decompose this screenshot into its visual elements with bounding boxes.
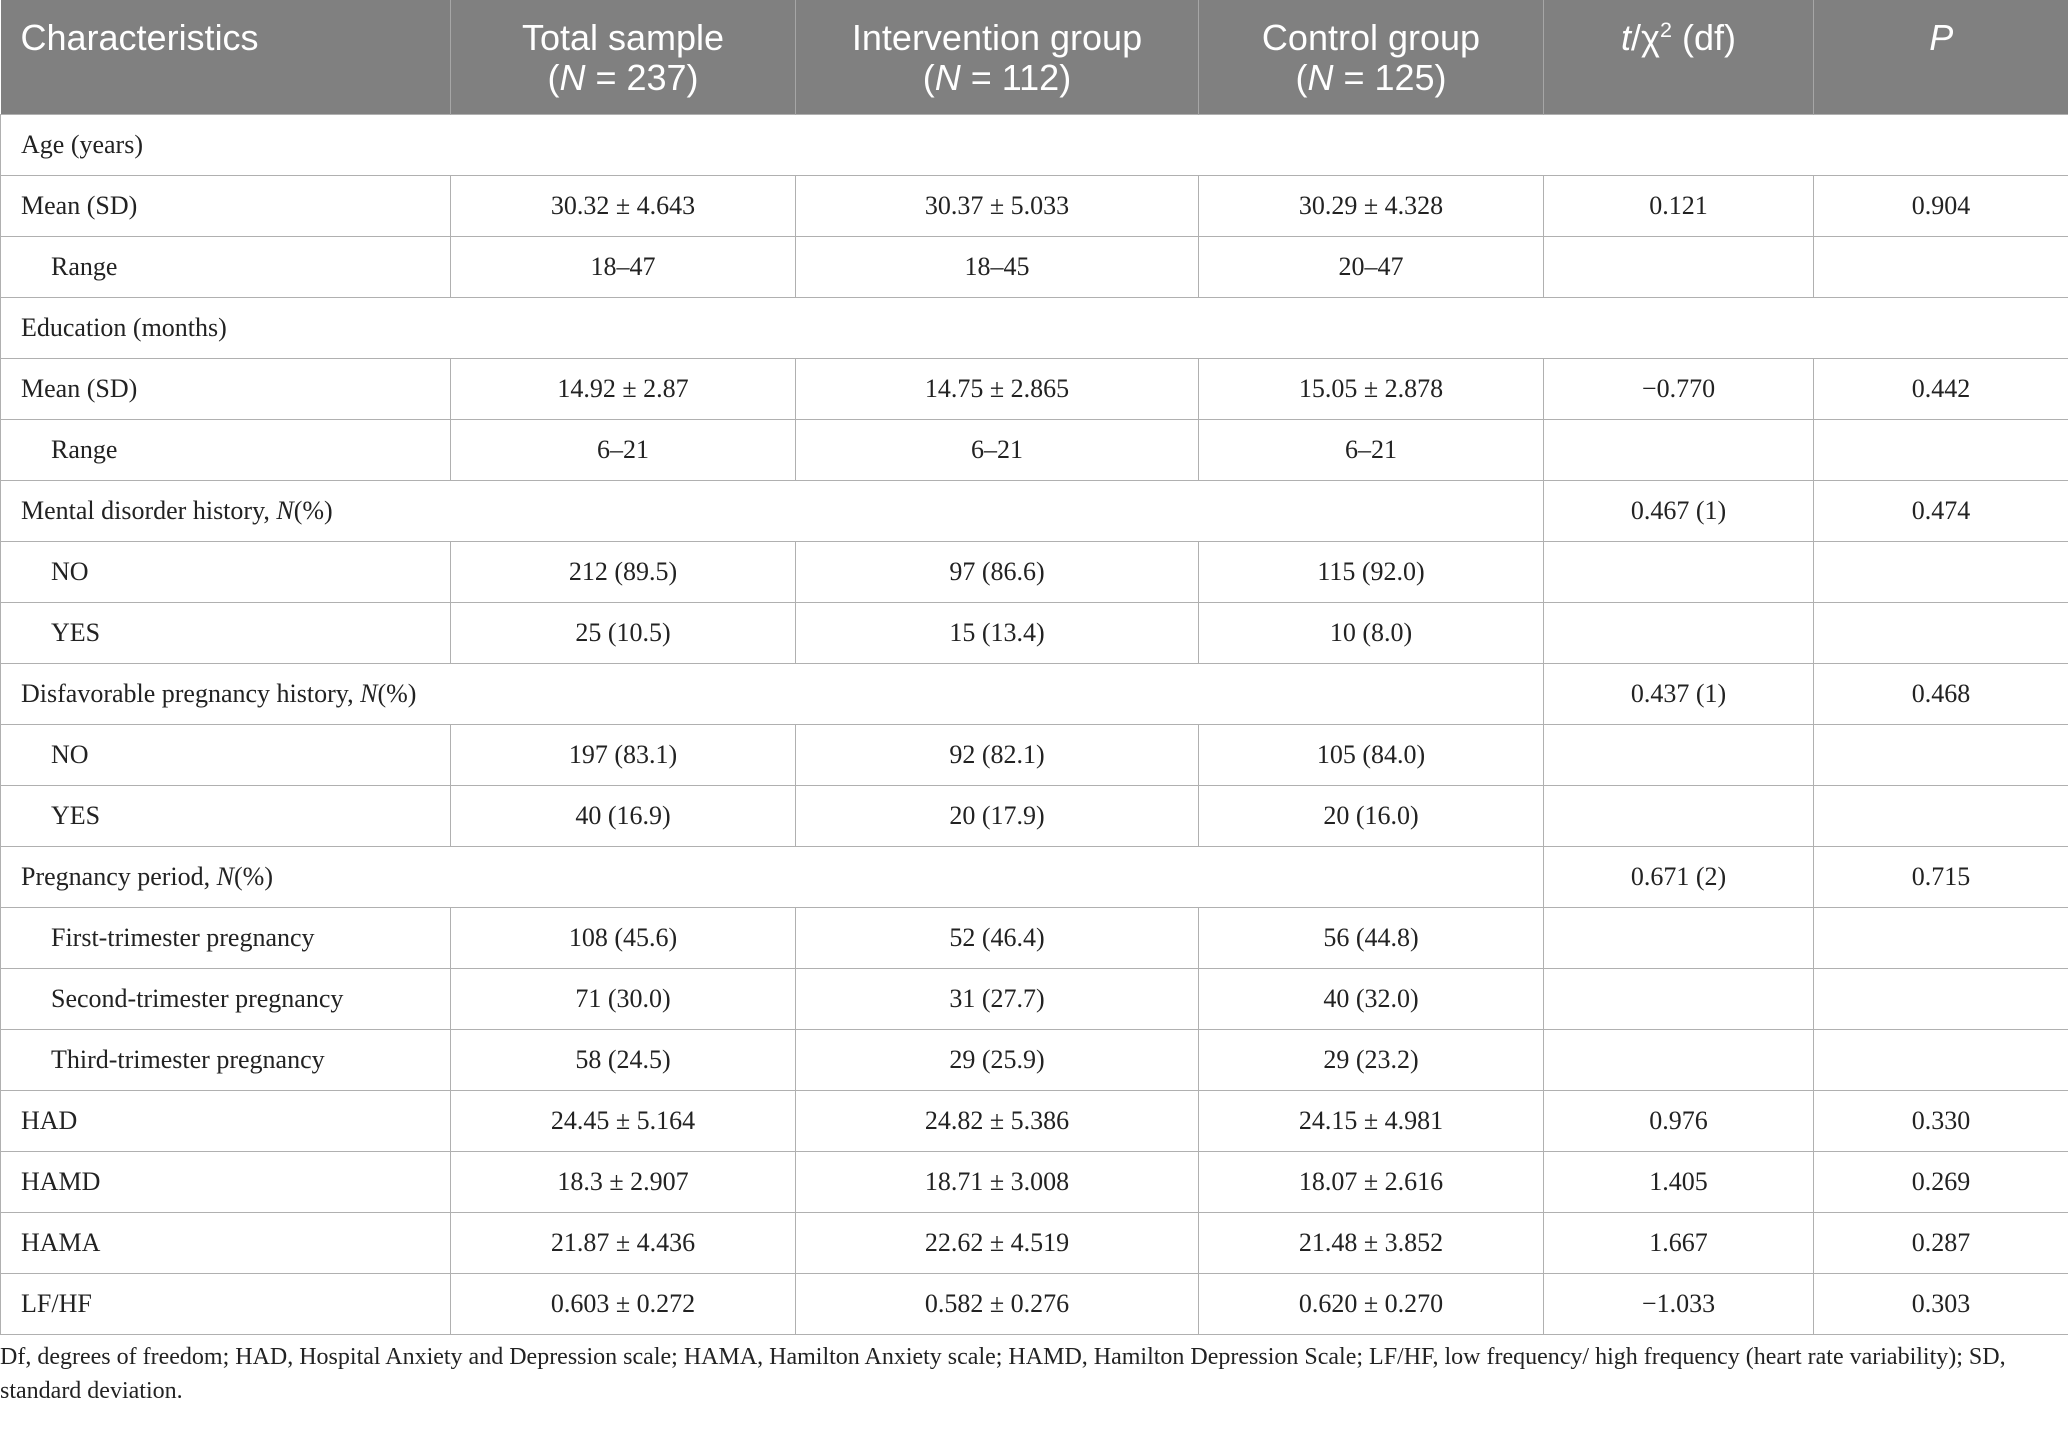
row-label: Mean (SD) [1, 359, 451, 420]
section-label-period [1, 847, 1544, 908]
row-label: YES [1, 786, 451, 847]
cell-p: 0.287 [1814, 1213, 2068, 1274]
cell-total: 24.45 ± 5.164 [451, 1091, 796, 1152]
cell-total: 58 (24.5) [451, 1030, 796, 1091]
table-row [1, 420, 2068, 481]
cell-intervention: 22.62 ± 4.519 [796, 1213, 1199, 1274]
cell-stat: 0.671 (2) [1544, 847, 1814, 908]
cell-intervention: 24.82 ± 5.386 [796, 1091, 1199, 1152]
cell-control: 30.29 ± 4.328 [1199, 176, 1544, 237]
table-row [1, 786, 2068, 847]
header-intervention-count: = 112) [960, 57, 1072, 98]
table-row [1, 237, 2068, 298]
cell-intervention: 30.37 ± 5.033 [796, 176, 1199, 237]
cell-control: 29 (23.2) [1199, 1030, 1544, 1091]
cell-control: 18.07 ± 2.616 [1199, 1152, 1544, 1213]
section-label-pregnancy-history-text: Disfavorable pregnancy history, [21, 679, 361, 708]
table-row [1, 176, 2068, 237]
table-row-age-label [1, 115, 2068, 176]
table-row [1, 603, 2068, 664]
section-label-age: Age (years) [1, 115, 2068, 176]
cell-stat: 0.976 [1544, 1091, 1814, 1152]
table-row [1, 1213, 2068, 1274]
section-label-mental-pct: (%) [293, 496, 333, 525]
cell-stat [1544, 420, 1814, 481]
cell-total: 71 (30.0) [451, 969, 796, 1030]
cell-total: 25 (10.5) [451, 603, 796, 664]
row-label: HAD [1, 1091, 451, 1152]
header-total-n: N [559, 57, 586, 98]
cell-total: 14.92 ± 2.87 [451, 359, 796, 420]
section-label-pregnancy-history-pct: (%) [377, 679, 417, 708]
cell-total: 108 (45.6) [451, 908, 796, 969]
row-label: Third-trimester pregnancy [1, 1030, 451, 1091]
section-label-mental-text: Mental disorder history, [21, 496, 277, 525]
cell-total: 18–47 [451, 237, 796, 298]
header-intervention-line2: (N = 112) [922, 57, 1072, 98]
table-footnote: Df, degrees of freedom; HAD, Hospital Anxiety and Depression scale; HAMA, Hamilton Anxiety scale; HAMD, Hamilton Depression Scale; LF/HF, low frequency/ high frequency (heart rate variability); SD, standard deviation. [0, 1344, 2006, 1404]
table-row [1, 1091, 2068, 1152]
cell-control: 40 (32.0) [1199, 969, 1544, 1030]
cell-p: 0.715 [1814, 847, 2068, 908]
cell-stat: −1.033 [1544, 1274, 1814, 1335]
table-row [1, 725, 2068, 786]
section-label-period-pct: (%) [234, 862, 273, 891]
cell-control: 56 (44.8) [1199, 908, 1544, 969]
header-total [451, 0, 796, 115]
table-row [1, 1274, 2068, 1335]
row-label: Mean (SD) [1, 176, 451, 237]
header-control [1199, 0, 1544, 115]
cell-stat: 1.405 [1544, 1152, 1814, 1213]
header-stat-t: t [1621, 17, 1632, 58]
cell-p: 0.269 [1814, 1152, 2068, 1213]
cell-stat [1544, 786, 1814, 847]
cell-p: 0.904 [1814, 176, 2068, 237]
table-row [1, 1152, 2068, 1213]
cell-p: 0.442 [1814, 359, 2068, 420]
cell-p [1814, 1030, 2068, 1091]
header-p [1814, 0, 2068, 115]
header-control-line1: Control group [1261, 17, 1481, 58]
section-label-period-text: Pregnancy period, [21, 862, 217, 891]
header-characteristics [1, 0, 451, 115]
header-stat-chi: /χ [1631, 17, 1660, 58]
header-intervention [796, 0, 1199, 115]
cell-stat: 0.467 (1) [1544, 481, 1814, 542]
cell-intervention: 6–21 [796, 420, 1199, 481]
row-label: HAMD [1, 1152, 451, 1213]
cell-control: 0.620 ± 0.270 [1199, 1274, 1544, 1335]
table-row-period-label [1, 847, 2068, 908]
table-row [1, 359, 2068, 420]
cell-intervention: 29 (25.9) [796, 1030, 1199, 1091]
cell-control: 20 (16.0) [1199, 786, 1544, 847]
cell-control: 21.48 ± 3.852 [1199, 1213, 1544, 1274]
table-row-pregnancy-history-label [1, 664, 2068, 725]
cell-p [1814, 786, 2068, 847]
header-intervention-line1: Intervention group [851, 17, 1143, 58]
cell-control: 15.05 ± 2.878 [1199, 359, 1544, 420]
cell-total: 21.87 ± 4.436 [451, 1213, 796, 1274]
header-control-n: N [1307, 57, 1334, 98]
table-row-education-label [1, 298, 2068, 359]
cell-intervention: 15 (13.4) [796, 603, 1199, 664]
cell-control: 105 (84.0) [1199, 725, 1544, 786]
cell-intervention: 14.75 ± 2.865 [796, 359, 1199, 420]
cell-p: 0.468 [1814, 664, 2068, 725]
cell-control: 24.15 ± 4.981 [1199, 1091, 1544, 1152]
section-label-mental-n: N [276, 496, 294, 525]
header-characteristics-text: Characteristics [20, 17, 259, 58]
table-row [1, 969, 2068, 1030]
cell-total: 212 (89.5) [451, 542, 796, 603]
cell-stat: 0.437 (1) [1544, 664, 1814, 725]
cell-p [1814, 908, 2068, 969]
table-row [1, 1030, 2068, 1091]
row-label: Range [1, 420, 451, 481]
table-row-mental-label [1, 481, 2068, 542]
cell-stat: 1.667 [1544, 1213, 1814, 1274]
cell-control: 20–47 [1199, 237, 1544, 298]
cell-intervention: 92 (82.1) [796, 725, 1199, 786]
cell-intervention: 31 (27.7) [796, 969, 1199, 1030]
cell-p: 0.474 [1814, 481, 2068, 542]
cell-p: 0.330 [1814, 1091, 2068, 1152]
cell-intervention: 0.582 ± 0.276 [796, 1274, 1199, 1335]
header-p-text: P [1929, 17, 1954, 58]
row-label: YES [1, 603, 451, 664]
cell-total: 18.3 ± 2.907 [451, 1152, 796, 1213]
cell-total: 6–21 [451, 420, 796, 481]
table-header-row [1, 0, 2068, 115]
row-label: Range [1, 237, 451, 298]
section-label-pregnancy-history-n: N [360, 679, 378, 708]
cell-p [1814, 237, 2068, 298]
cell-intervention: 20 (17.9) [796, 786, 1199, 847]
header-statistic [1544, 0, 1814, 115]
cell-intervention: 52 (46.4) [796, 908, 1199, 969]
row-label: Second-trimester pregnancy [1, 969, 451, 1030]
cell-intervention: 97 (86.6) [796, 542, 1199, 603]
cell-stat [1544, 725, 1814, 786]
cell-intervention: 18.71 ± 3.008 [796, 1152, 1199, 1213]
section-label-mental [1, 481, 1544, 542]
header-intervention-n: N [934, 57, 961, 98]
cell-control: 115 (92.0) [1199, 542, 1544, 603]
header-total-count: = 237) [585, 57, 699, 98]
cell-p [1814, 969, 2068, 1030]
cell-control: 10 (8.0) [1199, 603, 1544, 664]
cell-stat [1544, 1030, 1814, 1091]
cell-stat [1544, 237, 1814, 298]
cell-intervention: 18–45 [796, 237, 1199, 298]
section-label-education: Education (months) [1, 298, 2068, 359]
table-row [1, 908, 2068, 969]
section-label-pregnancy-history [1, 664, 1544, 725]
cell-control: 6–21 [1199, 420, 1544, 481]
cell-total: 30.32 ± 4.643 [451, 176, 796, 237]
header-control-count: = 125) [1333, 57, 1447, 98]
table-row [1, 542, 2068, 603]
row-label: NO [1, 725, 451, 786]
cell-total: 40 (16.9) [451, 786, 796, 847]
cell-stat [1544, 542, 1814, 603]
header-total-line1: Total sample [521, 17, 725, 58]
header-control-line2: (N = 125) [1295, 57, 1447, 98]
header-stat-sup: 2 [1659, 17, 1672, 42]
header-total-line2: (N = 237) [547, 57, 699, 98]
cell-total: 0.603 ± 0.272 [451, 1274, 796, 1335]
row-label: First-trimester pregnancy [1, 908, 451, 969]
cell-p [1814, 725, 2068, 786]
cell-stat [1544, 908, 1814, 969]
cell-stat: 0.121 [1544, 176, 1814, 237]
cell-p [1814, 603, 2068, 664]
cell-p [1814, 420, 2068, 481]
section-label-period-n: N [216, 862, 235, 891]
cell-p [1814, 542, 2068, 603]
header-stat-df: (df) [1671, 17, 1736, 58]
cell-stat: −0.770 [1544, 359, 1814, 420]
row-label: HAMA [1, 1213, 451, 1274]
cell-stat [1544, 603, 1814, 664]
row-label: NO [1, 542, 451, 603]
cell-stat [1544, 969, 1814, 1030]
cell-p: 0.303 [1814, 1274, 2068, 1335]
row-label: LF/HF [1, 1274, 451, 1335]
cell-total: 197 (83.1) [451, 725, 796, 786]
